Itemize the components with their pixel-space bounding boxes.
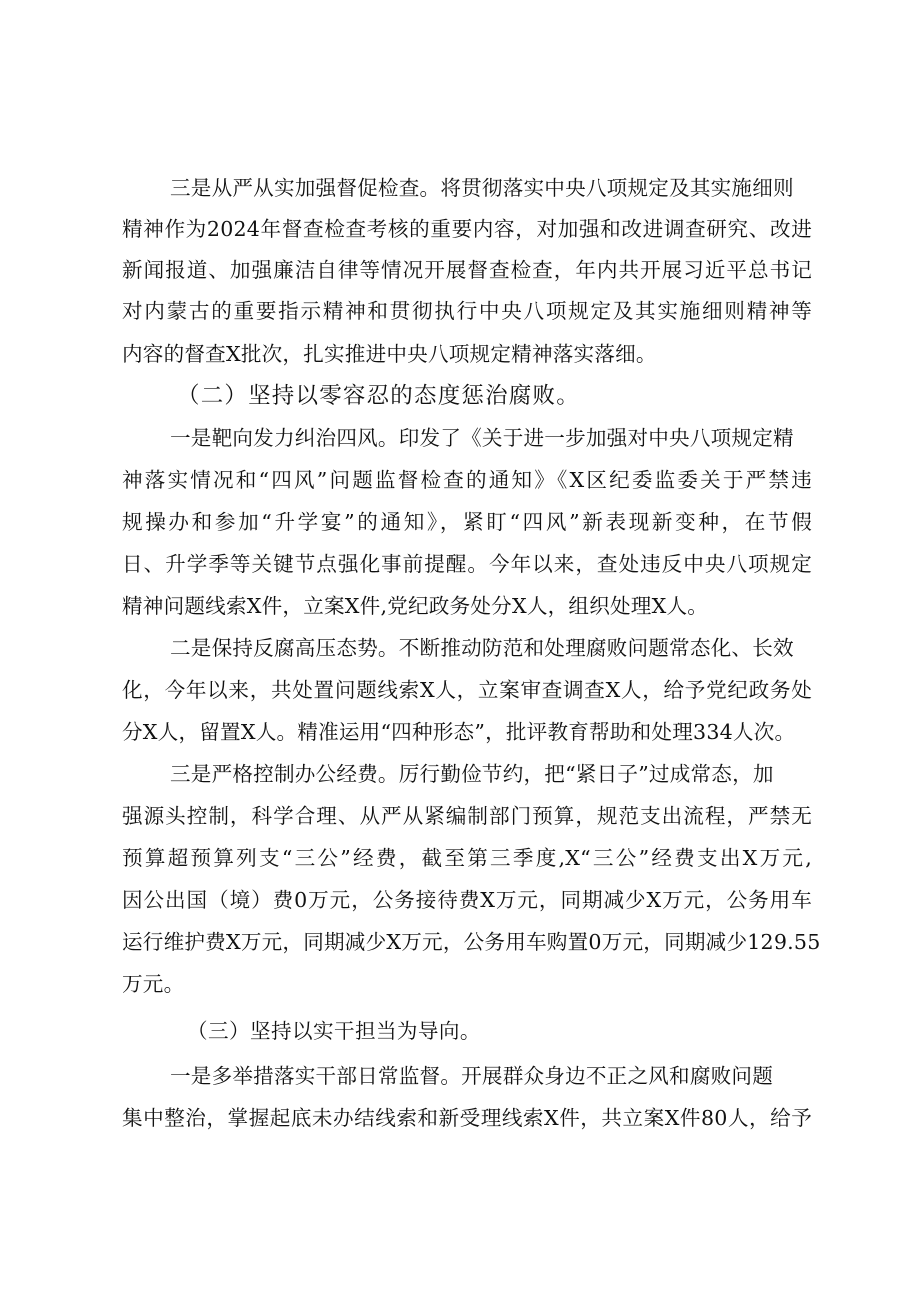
paragraph-line: 万元。 [122, 972, 185, 996]
paragraph-line: 精神作为2024年督查检查考核的重要内容，对加强和改进调查研究、改进 [122, 217, 812, 241]
paragraph-line: 新闻报道、加强廉洁自律等情况开展督查检查，年内共开展习近平总书记 [122, 258, 812, 282]
paragraph-line: 运行维护费X万元，同期减少X万元，公务用车购置0万元，同期减少129.55 [122, 930, 821, 954]
paragraph-line: 精神问题线索X件，立案X件,党纪政务处分X人，组织处理X人。 [122, 594, 709, 618]
paragraph-line: 一是靶向发力纠治四风。印发了《关于进一步加强对中央八项规定精 [170, 426, 794, 450]
paragraph-line: 强源头控制，科学合理、从严从紧编制部门预算，规范支出流程，严禁无 [122, 804, 812, 828]
section-heading-3: （三）坚持以实干担当为导向。 [187, 1019, 481, 1043]
paragraph-line: 神落实情况和“四风”问题监督检查的通知》《X区纪委监委关于严禁违 [122, 468, 812, 492]
paragraph-line: 分X人，留置X人。精准运用“四种形态”，批评教育帮助和处理334人次。 [122, 720, 796, 744]
paragraph-line: 日、升学季等关键节点强化事前提醒。今年以来，查处违反中央八项规定 [122, 552, 812, 576]
paragraph-line: 三是从严从实加强督促检查。将贯彻落实中央八项规定及其实施细则 [170, 176, 794, 200]
paragraph-line: 预算超预算列支“三公”经费，截至第三季度,X“三公”经费支出X万元, [122, 846, 812, 870]
paragraph-line: 一是多举措落实干部日常监督。开展群众身边不正之风和腐败问题 [170, 1064, 774, 1088]
paragraph-line: 因公出国（境）费0万元，公务接待费X万元，同期减少X万元，公务用车 [122, 888, 812, 912]
paragraph-line: 规操办和参加“升学宴”的通知》，紧盯“四风”新表现新变种，在节假 [122, 510, 812, 534]
paragraph-line: 内容的督查X批次，扎实推进中央八项规定精神落实落细。 [122, 342, 657, 366]
paragraph-line: 二是保持反腐高压态势。不断推动防范和处理腐败问题常态化、长效 [170, 636, 794, 660]
paragraph-line: 三是严格控制办公经费。厉行勤俭节约，把“紧日子”过成常态，加 [170, 762, 774, 786]
section-heading-2: （二）坚持以零容忍的态度惩治腐败。 [177, 383, 580, 409]
paragraph-line: 集中整治，掌握起底未办结线索和新受理线索X件，共立案X件80人，给予 [122, 1106, 812, 1130]
paragraph-line: 化，今年以来，共处置问题线索X人，立案审查调查X人，给予党纪政务处 [122, 678, 812, 702]
paragraph-line: 对内蒙古的重要指示精神和贯彻执行中央八项规定及其实施细则精神等 [122, 299, 812, 323]
